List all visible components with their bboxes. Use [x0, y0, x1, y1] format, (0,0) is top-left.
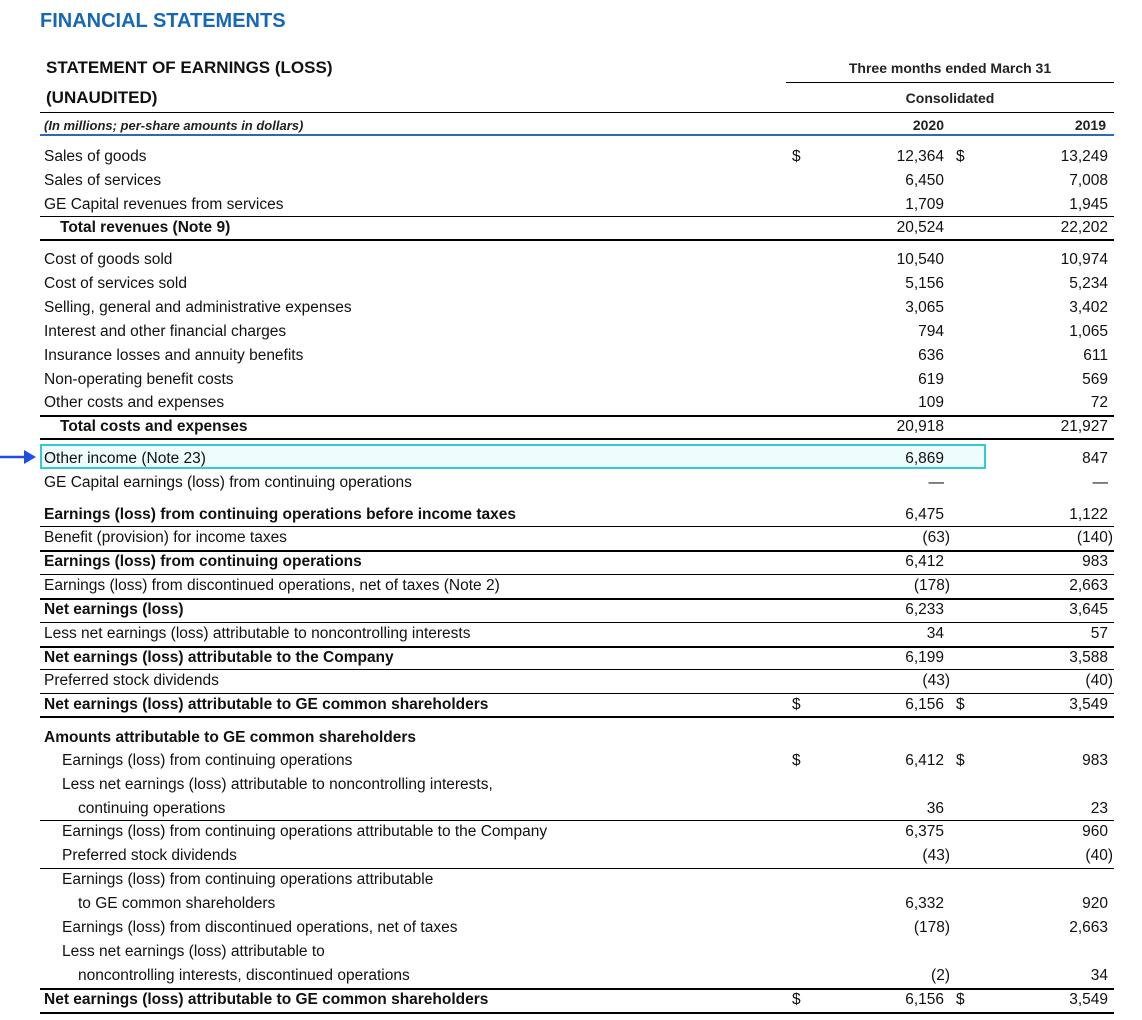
value-2020: 12,364	[896, 148, 944, 165]
value-2019: 569	[1082, 371, 1108, 388]
value-2019: 21,927	[1060, 418, 1108, 435]
currency-symbol: $	[792, 148, 801, 165]
table-row	[40, 550, 1114, 574]
table-row	[40, 503, 1114, 527]
value-2019: 983	[1082, 553, 1108, 570]
row-divider	[40, 868, 1114, 869]
value-2020: 636	[918, 347, 944, 364]
row-label: Selling, general and administrative expenses	[44, 299, 352, 316]
row-label: Insurance losses and annuity benefits	[44, 347, 304, 364]
row-divider	[40, 716, 1114, 718]
table-row	[40, 726, 1114, 750]
header-rule	[786, 82, 1114, 83]
row-label: GE Capital earnings (loss) from continuing operations	[44, 474, 412, 491]
table-row	[40, 844, 1114, 868]
header-rule	[40, 112, 1114, 113]
value-2020: (43)	[922, 847, 950, 864]
value-2020: 109	[918, 394, 944, 411]
currency-symbol: $	[956, 991, 965, 1008]
row-label: Benefit (provision) for income taxes	[44, 529, 287, 546]
value-2019: 72	[1090, 394, 1108, 411]
row-label: continuing operations	[78, 800, 226, 817]
row-label: Non-operating benefit costs	[44, 371, 234, 388]
table-row	[40, 415, 1114, 439]
row-label: Earnings (loss) from continuing operations	[62, 752, 353, 769]
period-header: Three months ended March 31	[848, 60, 1052, 76]
value-2020: (63)	[922, 529, 950, 546]
value-2020: 6,450	[905, 172, 944, 189]
year-prior: 2019	[1074, 117, 1106, 133]
table-row	[40, 526, 1114, 550]
row-divider	[40, 574, 1114, 575]
value-2020: 6,332	[905, 895, 944, 912]
row-label: Less net earnings (loss) attributable to noncontrolling interests	[44, 625, 471, 642]
table-row	[40, 574, 1114, 598]
value-2019: 2,663	[1069, 919, 1108, 936]
table-row	[40, 669, 1114, 693]
row-divider	[40, 550, 1114, 552]
currency-symbol: $	[792, 696, 801, 713]
row-label: Earnings (loss) from continuing operations attributable to the Company	[62, 823, 548, 840]
value-2019: 3,549	[1069, 696, 1108, 713]
row-label: Net earnings (loss) attributable to the Company	[44, 649, 394, 666]
row-divider	[40, 239, 1114, 241]
value-2020: (178)	[913, 919, 950, 936]
table-row	[40, 216, 1114, 240]
table-row	[40, 447, 1114, 471]
statement-subtitle: (UNAUDITED)	[46, 88, 158, 107]
row-label: Earnings (loss) from discontinued operations, net of taxes (Note 2)	[44, 577, 500, 594]
table-row	[40, 820, 1114, 844]
arrow-right-icon	[0, 448, 36, 466]
year-current: 2020	[912, 117, 944, 133]
row-label: Cost of services sold	[44, 275, 187, 292]
table-row	[40, 145, 1114, 169]
table-row	[40, 797, 1114, 821]
value-2020: —	[928, 474, 944, 491]
row-divider	[40, 438, 1114, 440]
value-2019: 13,249	[1060, 148, 1108, 165]
row-label: Total revenues (Note 9)	[60, 219, 231, 236]
row-label: Preferred stock dividends	[62, 847, 237, 864]
row-divider	[40, 216, 1114, 217]
row-divider	[40, 646, 1114, 648]
row-divider	[40, 415, 1114, 417]
row-label: noncontrolling interests, discontinued operations	[78, 967, 410, 984]
row-label: Earnings (loss) from continuing operations	[44, 553, 362, 570]
table-row	[40, 344, 1114, 368]
header-blue-rule	[40, 134, 1114, 136]
value-2020: 10,540	[896, 251, 944, 268]
table-row	[40, 368, 1114, 392]
table-row	[40, 916, 1114, 940]
row-label: Net earnings (loss) attributable to GE common shareholders	[44, 991, 489, 1008]
row-label: Amounts attributable to GE common shareholders	[44, 729, 417, 746]
scope-header: Consolidated	[905, 90, 995, 106]
value-2020: 5,156	[905, 275, 944, 292]
value-2020: 6,475	[905, 506, 944, 523]
row-label: Sales of goods	[44, 148, 147, 165]
row-label: Earnings (loss) from continuing operations before income taxes	[44, 506, 516, 523]
row-label: Sales of services	[44, 172, 162, 189]
row-label: GE Capital revenues from services	[44, 196, 284, 213]
value-2019: 611	[1083, 347, 1108, 364]
value-2020: 34	[926, 625, 944, 642]
value-2019: 22,202	[1060, 219, 1108, 236]
currency-symbol: $	[792, 991, 801, 1008]
row-label: Other costs and expenses	[44, 394, 225, 411]
value-2019: 983	[1082, 752, 1108, 769]
value-2019: —	[1092, 474, 1108, 491]
row-label: Less net earnings (loss) attributable to noncontrolling interests,	[62, 776, 493, 793]
table-row	[40, 646, 1114, 670]
table-row	[40, 622, 1114, 646]
row-label: Less net earnings (loss) attributable to	[62, 943, 325, 960]
value-2020: 36	[926, 800, 944, 817]
row-label: Earnings (loss) from discontinued operations, net of taxes	[62, 919, 458, 936]
value-2019: (40)	[1085, 847, 1113, 864]
value-2019: 57	[1090, 625, 1108, 642]
value-2019: 3,645	[1069, 601, 1108, 618]
row-label: Cost of goods sold	[44, 251, 173, 268]
table-row	[40, 193, 1114, 217]
table-row	[40, 940, 1114, 964]
value-2019: 920	[1082, 895, 1108, 912]
row-divider	[40, 1012, 1114, 1014]
row-label: Interest and other financial charges	[44, 323, 287, 340]
row-divider	[40, 693, 1114, 694]
value-2019: 2,663	[1069, 577, 1108, 594]
value-2019: 1,945	[1069, 196, 1108, 213]
row-divider	[40, 622, 1114, 623]
value-2020: 619	[918, 371, 944, 388]
value-2020: 1,709	[905, 196, 944, 213]
row-divider	[40, 988, 1114, 990]
units-label: (In millions; per-share amounts in dollars)	[44, 118, 304, 133]
row-label: to GE common shareholders	[78, 895, 276, 912]
row-label: Preferred stock dividends	[44, 672, 219, 689]
value-2019: 847	[1082, 450, 1108, 467]
row-label: Earnings (loss) from continuing operations attributable	[62, 871, 434, 888]
value-2020: 3,065	[905, 299, 944, 316]
row-divider	[40, 669, 1114, 670]
value-2019: 3,588	[1069, 649, 1108, 666]
table-row	[40, 598, 1114, 622]
value-2020: 6,233	[905, 601, 944, 618]
value-2020: 6,156	[905, 991, 944, 1008]
row-label: Other income (Note 23)	[44, 450, 206, 467]
row-divider	[40, 820, 1114, 821]
page-title: FINANCIAL STATEMENTS	[40, 10, 286, 32]
value-2019: 3,402	[1069, 299, 1108, 316]
currency-symbol: $	[792, 752, 801, 769]
table-row	[40, 391, 1114, 415]
row-label: Net earnings (loss) attributable to GE common shareholders	[44, 696, 489, 713]
table-row	[40, 868, 1114, 892]
table-row	[40, 693, 1114, 717]
value-2020: (43)	[922, 672, 950, 689]
value-2020: 6,156	[905, 696, 944, 713]
value-2020: 20,918	[896, 418, 944, 435]
table-row	[40, 320, 1114, 344]
row-label: Total costs and expenses	[60, 418, 248, 435]
value-2019: 10,974	[1060, 251, 1108, 268]
value-2019: 3,549	[1069, 991, 1108, 1008]
statement-title: STATEMENT OF EARNINGS (LOSS)	[46, 58, 333, 77]
row-divider	[40, 598, 1114, 600]
value-2019: (140)	[1076, 529, 1113, 546]
table-row	[40, 749, 1114, 773]
value-2020: 20,524	[896, 219, 944, 236]
value-2020: 6,412	[905, 553, 944, 570]
currency-symbol: $	[956, 696, 965, 713]
table-row	[40, 272, 1114, 296]
value-2020: (2)	[931, 967, 950, 984]
row-divider	[40, 526, 1114, 527]
table-row	[40, 773, 1114, 797]
table-row	[40, 248, 1114, 272]
value-2019: 5,234	[1069, 275, 1108, 292]
value-2019: 23	[1090, 800, 1108, 817]
value-2020: 6,412	[905, 752, 944, 769]
table-row	[40, 471, 1114, 495]
currency-symbol: $	[956, 148, 965, 165]
value-2020: 6,199	[905, 649, 944, 666]
table-row	[40, 892, 1114, 916]
currency-symbol: $	[956, 752, 965, 769]
value-2020: 794	[918, 323, 944, 340]
value-2019: 960	[1082, 823, 1108, 840]
value-2019: 34	[1090, 967, 1108, 984]
table-row	[40, 169, 1114, 193]
value-2020: 6,375	[905, 823, 944, 840]
value-2019: 7,008	[1069, 172, 1108, 189]
value-2019: 1,065	[1069, 323, 1108, 340]
value-2020: 6,869	[905, 450, 944, 467]
row-label: Net earnings (loss)	[44, 601, 184, 618]
table-row	[40, 296, 1114, 320]
value-2019: 1,122	[1069, 506, 1108, 523]
table-row	[40, 988, 1114, 1012]
table-row	[40, 964, 1114, 988]
value-2019: (40)	[1085, 672, 1113, 689]
value-2020: (178)	[913, 577, 950, 594]
